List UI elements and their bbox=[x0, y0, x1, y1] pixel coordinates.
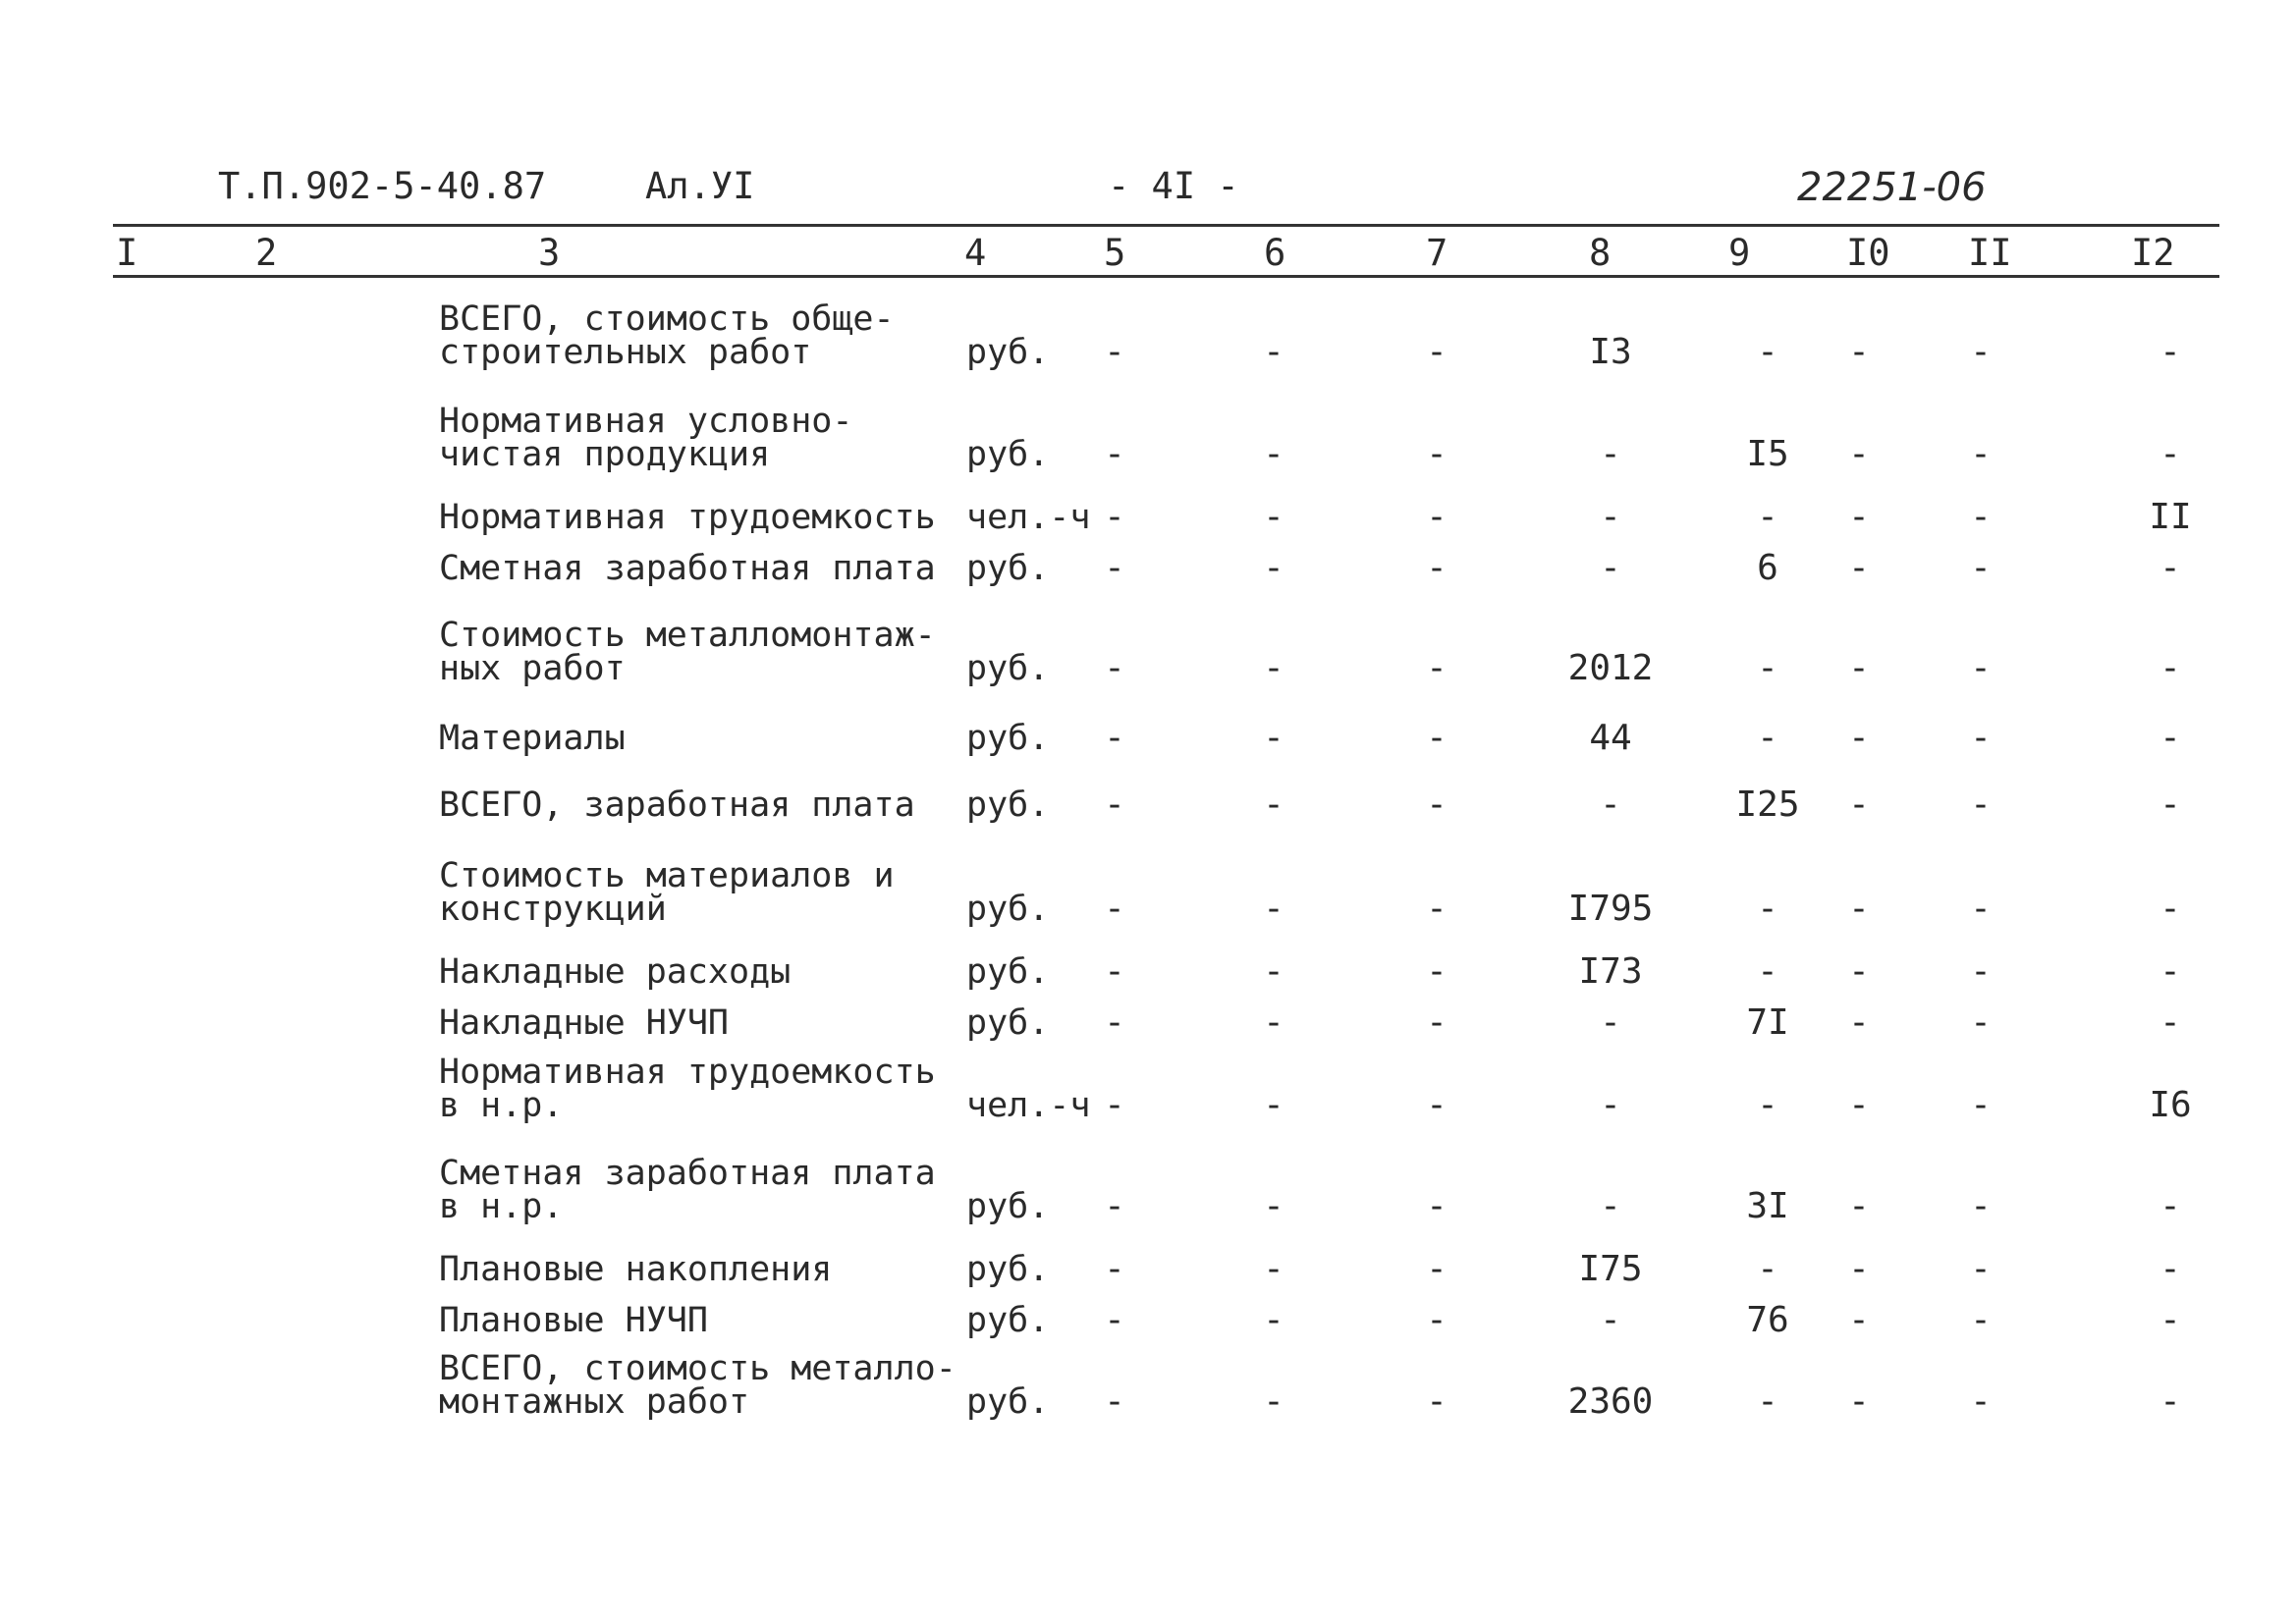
row-name-line: чистая продукция bbox=[439, 435, 771, 474]
row-name-line: ВСЕГО, стоимость металло- bbox=[439, 1349, 957, 1388]
cell-c11: - bbox=[1970, 548, 1992, 588]
cell-c7: - bbox=[1426, 1300, 1448, 1340]
cell-c11: - bbox=[1970, 332, 1992, 372]
cell-c5: - bbox=[1104, 1002, 1125, 1043]
cell-c7: - bbox=[1426, 1249, 1448, 1289]
cell-c8: - bbox=[1600, 1300, 1621, 1340]
cell-c7: - bbox=[1426, 1002, 1448, 1043]
cell-c12: - bbox=[2159, 332, 2181, 372]
row-name-line: ВСЕГО, заработная плата bbox=[439, 785, 915, 825]
cell-c12: - bbox=[2159, 648, 2181, 688]
cell-c10: - bbox=[1848, 718, 1870, 758]
row-name-line: Нормативная условно- bbox=[439, 402, 853, 441]
cell-c11: - bbox=[1970, 434, 1992, 474]
cell-c8: - bbox=[1600, 1186, 1621, 1226]
row-name bbox=[439, 299, 895, 372]
cell-c8: I75 bbox=[1578, 1249, 1643, 1289]
row-unit: руб. bbox=[966, 1301, 1050, 1340]
cell-c10: - bbox=[1848, 1300, 1870, 1340]
cell-c9: - bbox=[1757, 718, 1778, 758]
row-unit: руб. bbox=[966, 1382, 1050, 1422]
column-number: II bbox=[1968, 232, 2012, 274]
cell-c7: - bbox=[1426, 951, 1448, 992]
cell-c5: - bbox=[1104, 1085, 1125, 1125]
cell-c11: - bbox=[1970, 648, 1992, 688]
row-name bbox=[439, 402, 853, 474]
cell-c12: - bbox=[2159, 1002, 2181, 1043]
cell-c10: - bbox=[1848, 1085, 1870, 1125]
row-name-line: Плановые НУЧП bbox=[439, 1301, 708, 1340]
column-number: 2 bbox=[255, 232, 278, 274]
cell-c5: - bbox=[1104, 1381, 1125, 1422]
cell-c12: - bbox=[2159, 1186, 2181, 1226]
row-unit: руб. bbox=[966, 719, 1050, 758]
cell-c9: 76 bbox=[1746, 1300, 1789, 1340]
cell-c9: - bbox=[1757, 332, 1778, 372]
row-name bbox=[439, 1053, 936, 1125]
row-name bbox=[439, 856, 895, 929]
album-number: Ал.УІ bbox=[645, 165, 755, 207]
column-number: 3 bbox=[538, 232, 561, 274]
row-name bbox=[439, 785, 915, 825]
row-name-line: Сметная заработная плата bbox=[439, 549, 936, 588]
cell-c8: - bbox=[1600, 784, 1621, 825]
cell-c8: I3 bbox=[1589, 332, 1632, 372]
cell-c5: - bbox=[1104, 332, 1125, 372]
cell-c5: - bbox=[1104, 497, 1125, 537]
cell-c12: - bbox=[2159, 784, 2181, 825]
row-name bbox=[439, 1250, 833, 1289]
row-name bbox=[439, 952, 792, 992]
column-number-row bbox=[0, 232, 2296, 275]
cell-c12: - bbox=[2159, 889, 2181, 929]
row-name-line: Накладные расходы bbox=[439, 952, 792, 992]
cell-c5: - bbox=[1104, 648, 1125, 688]
cell-c5: - bbox=[1104, 889, 1125, 929]
row-name-line: Плановые накопления bbox=[439, 1250, 833, 1289]
cell-c7: - bbox=[1426, 497, 1448, 537]
cell-c6: - bbox=[1263, 497, 1285, 537]
cell-c8: - bbox=[1600, 497, 1621, 537]
row-name-line: в н.р. bbox=[439, 1187, 564, 1226]
row-unit: руб. bbox=[966, 952, 1050, 992]
row-name-line: Стоимость материалов и bbox=[439, 856, 895, 895]
cell-c9: I25 bbox=[1735, 784, 1800, 825]
page-number: - 4I - bbox=[1108, 165, 1239, 207]
cell-c11: - bbox=[1970, 1085, 1992, 1125]
row-name-line: конструкций bbox=[439, 890, 667, 929]
cell-c7: - bbox=[1426, 648, 1448, 688]
row-name-line: монтажных работ bbox=[439, 1382, 750, 1422]
cell-c6: - bbox=[1263, 1300, 1285, 1340]
cell-c11: - bbox=[1970, 951, 1992, 992]
cell-c7: - bbox=[1426, 434, 1448, 474]
cell-c6: - bbox=[1263, 332, 1285, 372]
cell-c5: - bbox=[1104, 718, 1125, 758]
column-number: 5 bbox=[1104, 232, 1126, 274]
header-bottom-rule bbox=[113, 275, 2219, 278]
cell-c8: - bbox=[1600, 1002, 1621, 1043]
cell-c12: I6 bbox=[2149, 1085, 2192, 1125]
cell-c10: - bbox=[1848, 1186, 1870, 1226]
row-name bbox=[439, 1003, 730, 1043]
row-unit: чел.-ч bbox=[966, 498, 1091, 537]
cell-c7: - bbox=[1426, 548, 1448, 588]
row-unit: руб. bbox=[966, 1187, 1050, 1226]
row-name-line: Нормативная трудоемкость bbox=[439, 498, 936, 537]
row-unit: руб. bbox=[966, 1250, 1050, 1289]
cell-c6: - bbox=[1263, 648, 1285, 688]
cell-c10: - bbox=[1848, 889, 1870, 929]
cell-c5: - bbox=[1104, 434, 1125, 474]
cell-c9: - bbox=[1757, 1381, 1778, 1422]
column-number: I0 bbox=[1846, 232, 1890, 274]
column-number: 6 bbox=[1264, 232, 1286, 274]
cell-c12: II bbox=[2149, 497, 2192, 537]
cell-c9: 3I bbox=[1746, 1186, 1789, 1226]
row-name-line: Накладные НУЧП bbox=[439, 1003, 730, 1043]
cell-c12: - bbox=[2159, 548, 2181, 588]
cell-c5: - bbox=[1104, 1249, 1125, 1289]
cell-c8: 44 bbox=[1589, 718, 1632, 758]
cell-c9: 7I bbox=[1746, 1002, 1789, 1043]
cell-c10: - bbox=[1848, 951, 1870, 992]
row-unit: руб. bbox=[966, 333, 1050, 372]
row-name-line: Нормативная трудоемкость bbox=[439, 1053, 936, 1092]
cell-c11: - bbox=[1970, 718, 1992, 758]
cell-c10: - bbox=[1848, 497, 1870, 537]
cell-c11: - bbox=[1970, 1002, 1992, 1043]
header-top-rule bbox=[113, 224, 2219, 227]
cell-c12: - bbox=[2159, 434, 2181, 474]
row-name-line: ВСЕГО, стоимость обще- bbox=[439, 299, 895, 339]
cell-c6: - bbox=[1263, 1381, 1285, 1422]
row-name-line: Сметная заработная плата bbox=[439, 1154, 936, 1193]
row-name bbox=[439, 549, 936, 588]
cell-c7: - bbox=[1426, 718, 1448, 758]
cell-c11: - bbox=[1970, 497, 1992, 537]
row-name-line: Материалы bbox=[439, 719, 626, 758]
row-unit: руб. bbox=[966, 649, 1050, 688]
cell-c8: 2012 bbox=[1567, 648, 1654, 688]
cell-c10: - bbox=[1848, 332, 1870, 372]
row-unit: руб. bbox=[966, 435, 1050, 474]
cell-c6: - bbox=[1263, 1002, 1285, 1043]
cell-c8: 2360 bbox=[1567, 1381, 1654, 1422]
cell-c12: - bbox=[2159, 1300, 2181, 1340]
cell-c8: I795 bbox=[1567, 889, 1654, 929]
row-name bbox=[439, 1154, 936, 1226]
cell-c7: - bbox=[1426, 332, 1448, 372]
cell-c8: - bbox=[1600, 548, 1621, 588]
cell-c9: - bbox=[1757, 497, 1778, 537]
cell-c5: - bbox=[1104, 548, 1125, 588]
cell-c5: - bbox=[1104, 1186, 1125, 1226]
row-name bbox=[439, 616, 936, 688]
cell-c6: - bbox=[1263, 548, 1285, 588]
row-name-line: Стоимость металломонтаж- bbox=[439, 616, 936, 655]
cell-c11: - bbox=[1970, 1249, 1992, 1289]
cell-c9: - bbox=[1757, 951, 1778, 992]
cell-c5: - bbox=[1104, 784, 1125, 825]
cell-c6: - bbox=[1263, 1186, 1285, 1226]
cell-c7: - bbox=[1426, 1381, 1448, 1422]
cell-c9: - bbox=[1757, 1249, 1778, 1289]
cell-c10: - bbox=[1848, 648, 1870, 688]
cell-c12: - bbox=[2159, 1381, 2181, 1422]
column-number: 4 bbox=[964, 232, 987, 274]
cell-c9: I5 bbox=[1746, 434, 1789, 474]
cell-c5: - bbox=[1104, 951, 1125, 992]
cell-c6: - bbox=[1263, 951, 1285, 992]
cell-c6: - bbox=[1263, 1085, 1285, 1125]
cell-c9: - bbox=[1757, 889, 1778, 929]
document-number: Т.П.902-5-40.87 bbox=[218, 165, 547, 207]
cell-c10: - bbox=[1848, 1002, 1870, 1043]
cell-c10: - bbox=[1848, 434, 1870, 474]
row-name-line: в н.р. bbox=[439, 1086, 564, 1125]
cell-c7: - bbox=[1426, 1085, 1448, 1125]
cell-c7: - bbox=[1426, 784, 1448, 825]
row-name-line: строительных работ bbox=[439, 333, 812, 372]
cell-c12: - bbox=[2159, 951, 2181, 992]
row-name bbox=[439, 498, 936, 537]
cell-c11: - bbox=[1970, 784, 1992, 825]
cell-c7: - bbox=[1426, 1186, 1448, 1226]
cell-c10: - bbox=[1848, 1249, 1870, 1289]
cell-c12: - bbox=[2159, 1249, 2181, 1289]
cell-c10: - bbox=[1848, 784, 1870, 825]
cell-c10: - bbox=[1848, 548, 1870, 588]
column-number: 7 bbox=[1426, 232, 1449, 274]
column-number: I2 bbox=[2131, 232, 2175, 274]
row-unit: руб. bbox=[966, 890, 1050, 929]
row-unit: руб. bbox=[966, 1003, 1050, 1043]
cell-c10: - bbox=[1848, 1381, 1870, 1422]
row-name bbox=[439, 719, 626, 758]
cell-c6: - bbox=[1263, 889, 1285, 929]
row-name-line: ных работ bbox=[439, 649, 626, 688]
document-code: 22251-06 bbox=[1797, 165, 1987, 210]
row-name bbox=[439, 1301, 708, 1340]
cell-c6: - bbox=[1263, 784, 1285, 825]
column-number: 9 bbox=[1728, 232, 1751, 274]
cell-c8: - bbox=[1600, 434, 1621, 474]
row-unit: руб. bbox=[966, 549, 1050, 588]
column-number: I bbox=[116, 232, 138, 274]
cell-c9: 6 bbox=[1757, 548, 1778, 588]
cell-c11: - bbox=[1970, 1300, 1992, 1340]
cell-c11: - bbox=[1970, 1381, 1992, 1422]
cell-c8: I73 bbox=[1578, 951, 1643, 992]
column-number: 8 bbox=[1589, 232, 1612, 274]
cell-c6: - bbox=[1263, 718, 1285, 758]
cell-c6: - bbox=[1263, 1249, 1285, 1289]
row-unit: чел.-ч bbox=[966, 1086, 1091, 1125]
row-name bbox=[439, 1349, 957, 1422]
cell-c9: - bbox=[1757, 648, 1778, 688]
cell-c9: - bbox=[1757, 1085, 1778, 1125]
cell-c7: - bbox=[1426, 889, 1448, 929]
cell-c11: - bbox=[1970, 889, 1992, 929]
cell-c8: - bbox=[1600, 1085, 1621, 1125]
cell-c5: - bbox=[1104, 1300, 1125, 1340]
cell-c11: - bbox=[1970, 1186, 1992, 1226]
cell-c6: - bbox=[1263, 434, 1285, 474]
cell-c12: - bbox=[2159, 718, 2181, 758]
row-unit: руб. bbox=[966, 785, 1050, 825]
